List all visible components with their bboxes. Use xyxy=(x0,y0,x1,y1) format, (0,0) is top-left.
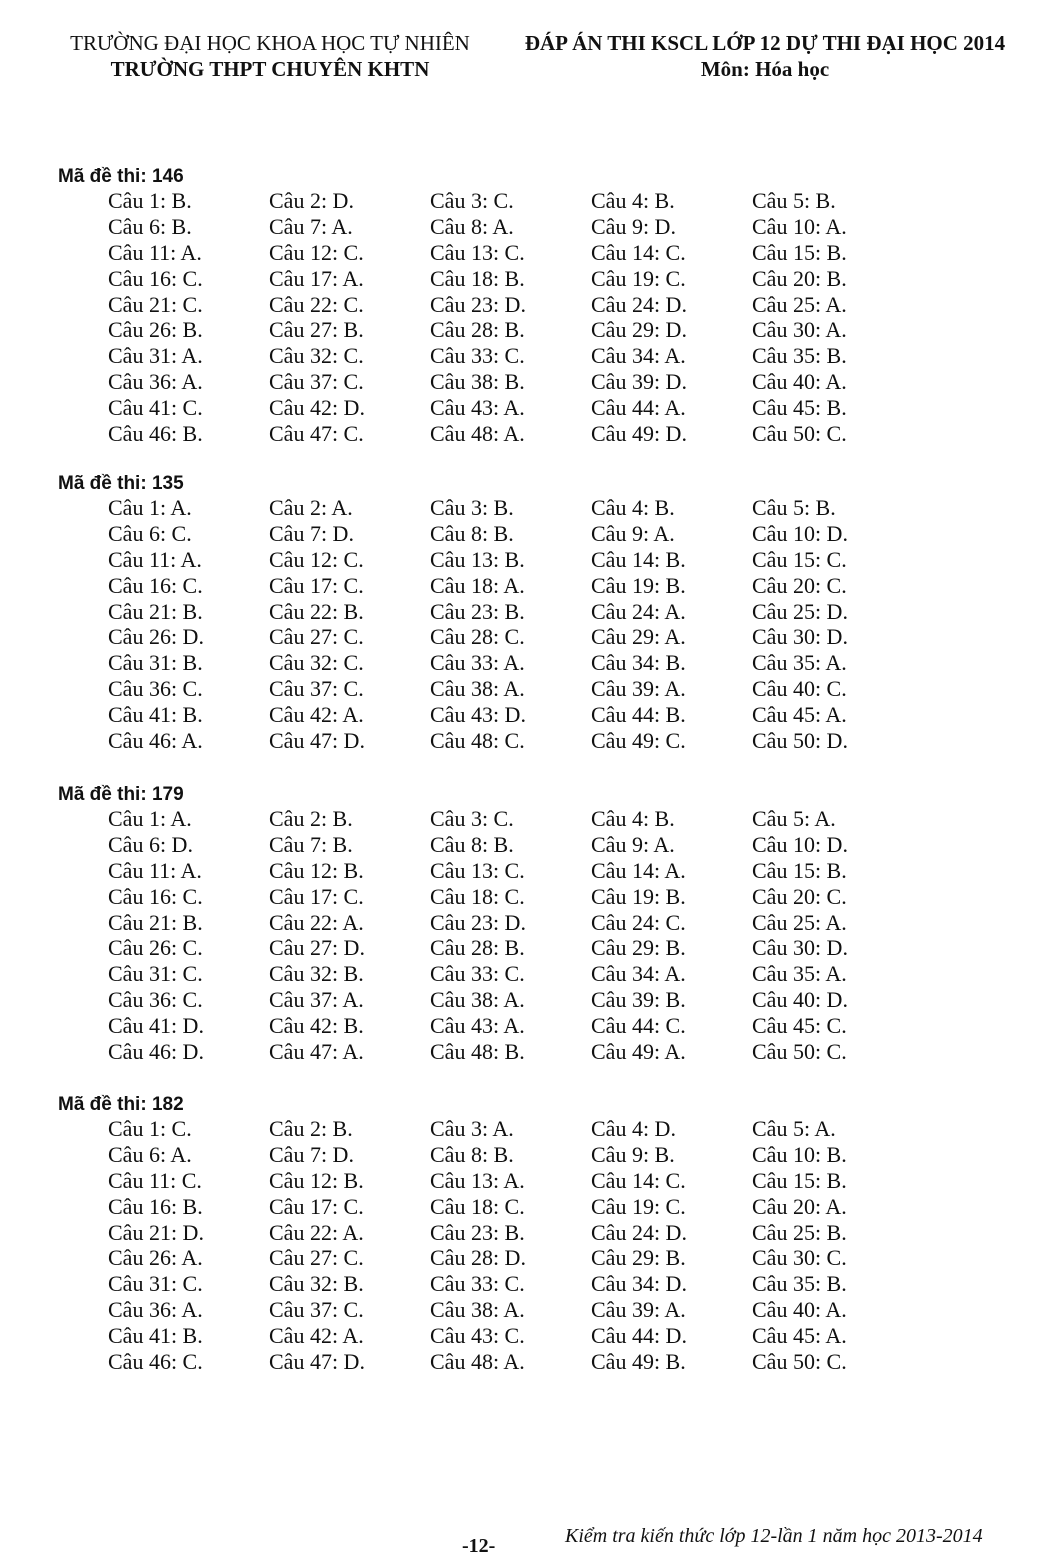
answer-item: Câu 14: C. xyxy=(591,1167,686,1193)
answer-item: Câu 12: C. xyxy=(269,239,364,265)
answer-item: Câu 13: C. xyxy=(430,857,525,883)
answer-item: Câu 22: C. xyxy=(269,291,364,317)
header-right xyxy=(505,30,1025,82)
answer-item: Câu 47: A. xyxy=(269,1039,364,1065)
answer-item: Câu 33: C. xyxy=(430,961,525,987)
answer-item: Câu 35: B. xyxy=(752,1271,847,1297)
answer-item: Câu 50: C. xyxy=(752,421,847,447)
answer-item: Câu 37: A. xyxy=(269,987,364,1013)
answer-item: Câu 39: A. xyxy=(591,676,686,702)
answer-item: Câu 26: B. xyxy=(108,317,203,343)
answer-item: Câu 17: A. xyxy=(269,265,364,291)
answer-item: Câu 49: A. xyxy=(591,1039,686,1065)
subject-label: Môn: Hóa học xyxy=(700,57,830,81)
answer-item: Câu 13: B. xyxy=(430,546,525,572)
answer-item: Câu 3: A. xyxy=(430,1116,514,1141)
answer-item: Câu 49: D. xyxy=(591,421,687,447)
answer-item: Câu 24: A. xyxy=(591,598,686,624)
answer-item: Câu 44: B. xyxy=(591,702,686,728)
answer-item: Câu 14: B. xyxy=(591,546,686,572)
answer-item: Câu 17: C. xyxy=(269,572,364,598)
answer-item: Câu 17: C. xyxy=(269,883,364,909)
answer-item: Câu 7: D. xyxy=(269,1141,354,1167)
answer-item: Câu 37: C. xyxy=(269,1297,364,1323)
answer-item: Câu 22: A. xyxy=(269,909,364,935)
answer-item: Câu 32: C. xyxy=(269,343,364,369)
answer-item: Câu 4: D. xyxy=(591,1116,676,1141)
answer-item: Câu 6: A. xyxy=(108,1141,192,1167)
answer-item: Câu 15: B. xyxy=(752,857,847,883)
answer-item: Câu 15: B. xyxy=(752,239,847,265)
answer-item: Câu 26: C. xyxy=(108,935,203,961)
exam-code-title: Mã đề thi: 182 xyxy=(58,1094,184,1115)
answer-item: Câu 27: B. xyxy=(269,317,364,343)
answer-item: Câu 42: D. xyxy=(269,395,365,421)
answer-item: Câu 19: C. xyxy=(591,1193,686,1219)
answer-item: Câu 14: C. xyxy=(591,239,686,265)
answer-item: Câu 48: B. xyxy=(430,1039,525,1065)
answer-item: Câu 38: B. xyxy=(430,369,525,395)
answer-item: Câu 44: A. xyxy=(591,395,686,421)
answer-item: Câu 38: A. xyxy=(430,1297,525,1323)
document-title: ĐÁP ÁN THI KSCL LỚP 12 DỰ THI ĐẠI HỌC 2014 xyxy=(524,31,1006,55)
answer-item: Câu 45: A. xyxy=(752,1323,847,1349)
answer-item: Câu 36: A. xyxy=(108,369,203,395)
answer-item: Câu 29: D. xyxy=(591,317,687,343)
answer-item: Câu 40: C. xyxy=(752,676,847,702)
answer-item: Câu 18: B. xyxy=(430,265,525,291)
answer-item: Câu 39: A. xyxy=(591,1297,686,1323)
answer-item: Câu 32: B. xyxy=(269,961,364,987)
answer-item: Câu 28: C. xyxy=(430,624,525,650)
answer-item: Câu 12: B. xyxy=(269,1167,364,1193)
answer-item: Câu 10: D. xyxy=(752,831,848,857)
answer-item: Câu 15: C. xyxy=(752,546,847,572)
answer-item: Câu 35: B. xyxy=(752,343,847,369)
answer-item: Câu 12: B. xyxy=(269,857,364,883)
answer-item: Câu 21: D. xyxy=(108,1219,204,1245)
answer-item: Câu 30: A. xyxy=(752,317,847,343)
answer-item: Câu 3: B. xyxy=(430,495,514,520)
answer-item: Câu 20: A. xyxy=(752,1193,847,1219)
answer-item: Câu 7: A. xyxy=(269,213,353,239)
answer-item: Câu 3: C. xyxy=(430,188,514,213)
answer-item: Câu 48: C. xyxy=(430,728,525,754)
answer-item: Câu 20: C. xyxy=(752,572,847,598)
answer-item: Câu 22: B. xyxy=(269,598,364,624)
answer-item: Câu 4: B. xyxy=(591,188,675,213)
answer-item: Câu 35: A. xyxy=(752,961,847,987)
answer-item: Câu 33: C. xyxy=(430,1271,525,1297)
answer-grid xyxy=(108,495,913,754)
answer-item: Câu 11: A. xyxy=(108,857,202,883)
answer-item: Câu 1: A. xyxy=(108,495,192,520)
answer-item: Câu 14: A. xyxy=(591,857,686,883)
answer-item: Câu 34: B. xyxy=(591,650,686,676)
answer-item: Câu 50: C. xyxy=(752,1349,847,1375)
answer-item: Câu 27: C. xyxy=(269,624,364,650)
answer-item: Câu 9: A. xyxy=(591,520,675,546)
answer-item: Câu 11: A. xyxy=(108,239,202,265)
answer-item: Câu 21: B. xyxy=(108,598,203,624)
answer-item: Câu 47: D. xyxy=(269,728,365,754)
answer-item: Câu 5: B. xyxy=(752,188,836,213)
answer-item: Câu 37: C. xyxy=(269,676,364,702)
answer-item: Câu 37: C. xyxy=(269,369,364,395)
answer-item: Câu 42: B. xyxy=(269,1013,364,1039)
answer-item: Câu 48: A. xyxy=(430,421,525,447)
answer-item: Câu 10: B. xyxy=(752,1141,847,1167)
answer-item: Câu 28: B. xyxy=(430,935,525,961)
answer-item: Câu 19: B. xyxy=(591,883,686,909)
answer-item: Câu 29: B. xyxy=(591,935,686,961)
answer-item: Câu 31: C. xyxy=(108,961,203,987)
answer-item: Câu 27: D. xyxy=(269,935,365,961)
answer-item: Câu 16: C. xyxy=(108,572,203,598)
answer-item: Câu 17: C. xyxy=(269,1193,364,1219)
answer-item: Câu 32: B. xyxy=(269,1271,364,1297)
answer-item: Câu 45: B. xyxy=(752,395,847,421)
answer-item: Câu 15: B. xyxy=(752,1167,847,1193)
answer-item: Câu 16: C. xyxy=(108,883,203,909)
answer-item: Câu 49: B. xyxy=(591,1349,686,1375)
answer-item: Câu 50: D. xyxy=(752,728,848,754)
answer-item: Câu 1: B. xyxy=(108,188,192,213)
answer-item: Câu 10: A. xyxy=(752,213,847,239)
answer-item: Câu 36: C. xyxy=(108,987,203,1013)
answer-item: Câu 18: C. xyxy=(430,1193,525,1219)
answer-item: Câu 47: D. xyxy=(269,1349,365,1375)
answer-item: Câu 43: D. xyxy=(430,702,526,728)
answer-item: Câu 19: B. xyxy=(591,572,686,598)
answer-item: Câu 41: B. xyxy=(108,702,203,728)
answer-item: Câu 21: C. xyxy=(108,291,203,317)
answer-item: Câu 50: C. xyxy=(752,1039,847,1065)
answer-item: Câu 30: D. xyxy=(752,624,848,650)
answer-item: Câu 18: C. xyxy=(430,883,525,909)
answer-item: Câu 26: D. xyxy=(108,624,204,650)
answer-item: Câu 45: C. xyxy=(752,1013,847,1039)
answer-item: Câu 8: A. xyxy=(430,213,514,239)
page-number: -12- xyxy=(462,1535,496,1557)
answer-item: Câu 38: A. xyxy=(430,676,525,702)
answer-item: Câu 33: C. xyxy=(430,343,525,369)
answer-item: Câu 24: D. xyxy=(591,1219,687,1245)
answer-item: Câu 9: D. xyxy=(591,213,676,239)
answer-item: Câu 43: A. xyxy=(430,1013,525,1039)
answer-item: Câu 5: A. xyxy=(752,806,836,831)
answer-item: Câu 48: A. xyxy=(430,1349,525,1375)
answer-item: Câu 38: A. xyxy=(430,987,525,1013)
answer-item: Câu 34: A. xyxy=(591,961,686,987)
answer-item: Câu 8: B. xyxy=(430,831,514,857)
answer-grid xyxy=(108,806,913,1065)
answer-item: Câu 21: B. xyxy=(108,909,203,935)
answer-item: Câu 11: A. xyxy=(108,546,202,572)
answer-item: Câu 39: B. xyxy=(591,987,686,1013)
answer-item: Câu 6: D. xyxy=(108,831,193,857)
answer-item: Câu 23: D. xyxy=(430,291,526,317)
answer-item: Câu 39: D. xyxy=(591,369,687,395)
exam-code-title: Mã đề thi: 179 xyxy=(58,784,184,805)
answer-item: Câu 42: A. xyxy=(269,1323,364,1349)
answer-item: Câu 12: C. xyxy=(269,546,364,572)
exam-code-title: Mã đề thi: 146 xyxy=(58,166,184,187)
answer-item: Câu 2: A. xyxy=(269,495,353,520)
answer-item: Câu 25: A. xyxy=(752,909,847,935)
answer-item: Câu 31: A. xyxy=(108,343,203,369)
answer-item: Câu 20: C. xyxy=(752,883,847,909)
answer-item: Câu 7: D. xyxy=(269,520,354,546)
answer-item: Câu 34: D. xyxy=(591,1271,687,1297)
answer-item: Câu 11: C. xyxy=(108,1167,202,1193)
answer-item: Câu 46: D. xyxy=(108,1039,204,1065)
answer-item: Câu 40: A. xyxy=(752,369,847,395)
header-left xyxy=(50,30,490,82)
answer-item: Câu 41: D. xyxy=(108,1013,204,1039)
answer-item: Câu 26: A. xyxy=(108,1245,203,1271)
answer-item: Câu 6: C. xyxy=(108,520,192,546)
answer-item: Câu 43: C. xyxy=(430,1323,525,1349)
answer-item: Câu 36: C. xyxy=(108,676,203,702)
answer-item: Câu 46: A. xyxy=(108,728,203,754)
answer-item: Câu 49: C. xyxy=(591,728,686,754)
answer-item: Câu 16: C. xyxy=(108,265,203,291)
answer-item: Câu 20: B. xyxy=(752,265,847,291)
answer-item: Câu 24: C. xyxy=(591,909,686,935)
answer-item: Câu 1: A. xyxy=(108,806,192,831)
answer-item: Câu 46: B. xyxy=(108,421,203,447)
answer-item: Câu 44: D. xyxy=(591,1323,687,1349)
answer-item: Câu 29: A. xyxy=(591,624,686,650)
answer-item: Câu 28: B. xyxy=(430,317,525,343)
answer-item: Câu 31: C. xyxy=(108,1271,203,1297)
answer-item: Câu 8: B. xyxy=(430,1141,514,1167)
answer-item: Câu 9: A. xyxy=(591,831,675,857)
answer-item: Câu 25: D. xyxy=(752,598,848,624)
answer-item: Câu 4: B. xyxy=(591,806,675,831)
answer-item: Câu 13: C. xyxy=(430,239,525,265)
answer-item: Câu 28: D. xyxy=(430,1245,526,1271)
answer-item: Câu 35: A. xyxy=(752,650,847,676)
answer-item: Câu 40: A. xyxy=(752,1297,847,1323)
answer-item: Câu 16: B. xyxy=(108,1193,203,1219)
answer-item: Câu 4: B. xyxy=(591,495,675,520)
answer-item: Câu 44: C. xyxy=(591,1013,686,1039)
answer-item: Câu 47: C. xyxy=(269,421,364,447)
answer-item: Câu 27: C. xyxy=(269,1245,364,1271)
answer-item: Câu 13: A. xyxy=(430,1167,525,1193)
answer-item: Câu 32: C. xyxy=(269,650,364,676)
answer-grid xyxy=(108,1116,913,1375)
answer-item: Câu 23: B. xyxy=(430,1219,525,1245)
answer-item: Câu 43: A. xyxy=(430,395,525,421)
answer-item: Câu 23: B. xyxy=(430,598,525,624)
answer-item: Câu 33: A. xyxy=(430,650,525,676)
answer-item: Câu 25: A. xyxy=(752,291,847,317)
answer-item: Câu 8: B. xyxy=(430,520,514,546)
answer-item: Câu 41: B. xyxy=(108,1323,203,1349)
answer-item: Câu 40: D. xyxy=(752,987,848,1013)
answer-item: Câu 2: D. xyxy=(269,188,354,213)
answer-item: Câu 22: A. xyxy=(269,1219,364,1245)
answer-item: Câu 6: B. xyxy=(108,213,192,239)
answer-item: Câu 5: A. xyxy=(752,1116,836,1141)
answer-grid xyxy=(108,188,913,447)
answer-item: Câu 19: C. xyxy=(591,265,686,291)
answer-item: Câu 9: B. xyxy=(591,1141,675,1167)
answer-item: Câu 10: D. xyxy=(752,520,848,546)
answer-item: Câu 1: C. xyxy=(108,1116,192,1141)
footer-note: Kiểm tra kiến thức lớp 12-lần 1 năm học 2013-2014 xyxy=(565,1525,983,1547)
answer-item: Câu 2: B. xyxy=(269,1116,353,1141)
answer-item: Câu 34: A. xyxy=(591,343,686,369)
answer-item: Câu 46: C. xyxy=(108,1349,203,1375)
answer-item: Câu 42: A. xyxy=(269,702,364,728)
exam-code-title: Mã đề thi: 135 xyxy=(58,473,184,494)
university-name: TRƯỜNG ĐẠI HỌC KHOA HỌC TỰ NHIÊN xyxy=(70,31,470,55)
answer-item: Câu 36: A. xyxy=(108,1297,203,1323)
answer-item: Câu 45: A. xyxy=(752,702,847,728)
answer-item: Câu 25: B. xyxy=(752,1219,847,1245)
school-name: TRƯỜNG THPT CHUYÊN KHTN xyxy=(110,57,430,81)
answer-item: Câu 18: A. xyxy=(430,572,525,598)
answer-item: Câu 2: B. xyxy=(269,806,353,831)
answer-item: Câu 31: B. xyxy=(108,650,203,676)
answer-item: Câu 5: B. xyxy=(752,495,836,520)
answer-item: Câu 7: B. xyxy=(269,831,353,857)
answer-item: Câu 24: D. xyxy=(591,291,687,317)
answer-item: Câu 3: C. xyxy=(430,806,514,831)
answer-item: Câu 41: C. xyxy=(108,395,203,421)
answer-item: Câu 29: B. xyxy=(591,1245,686,1271)
answer-item: Câu 30: C. xyxy=(752,1245,847,1271)
answer-item: Câu 23: D. xyxy=(430,909,526,935)
answer-item: Câu 30: D. xyxy=(752,935,848,961)
